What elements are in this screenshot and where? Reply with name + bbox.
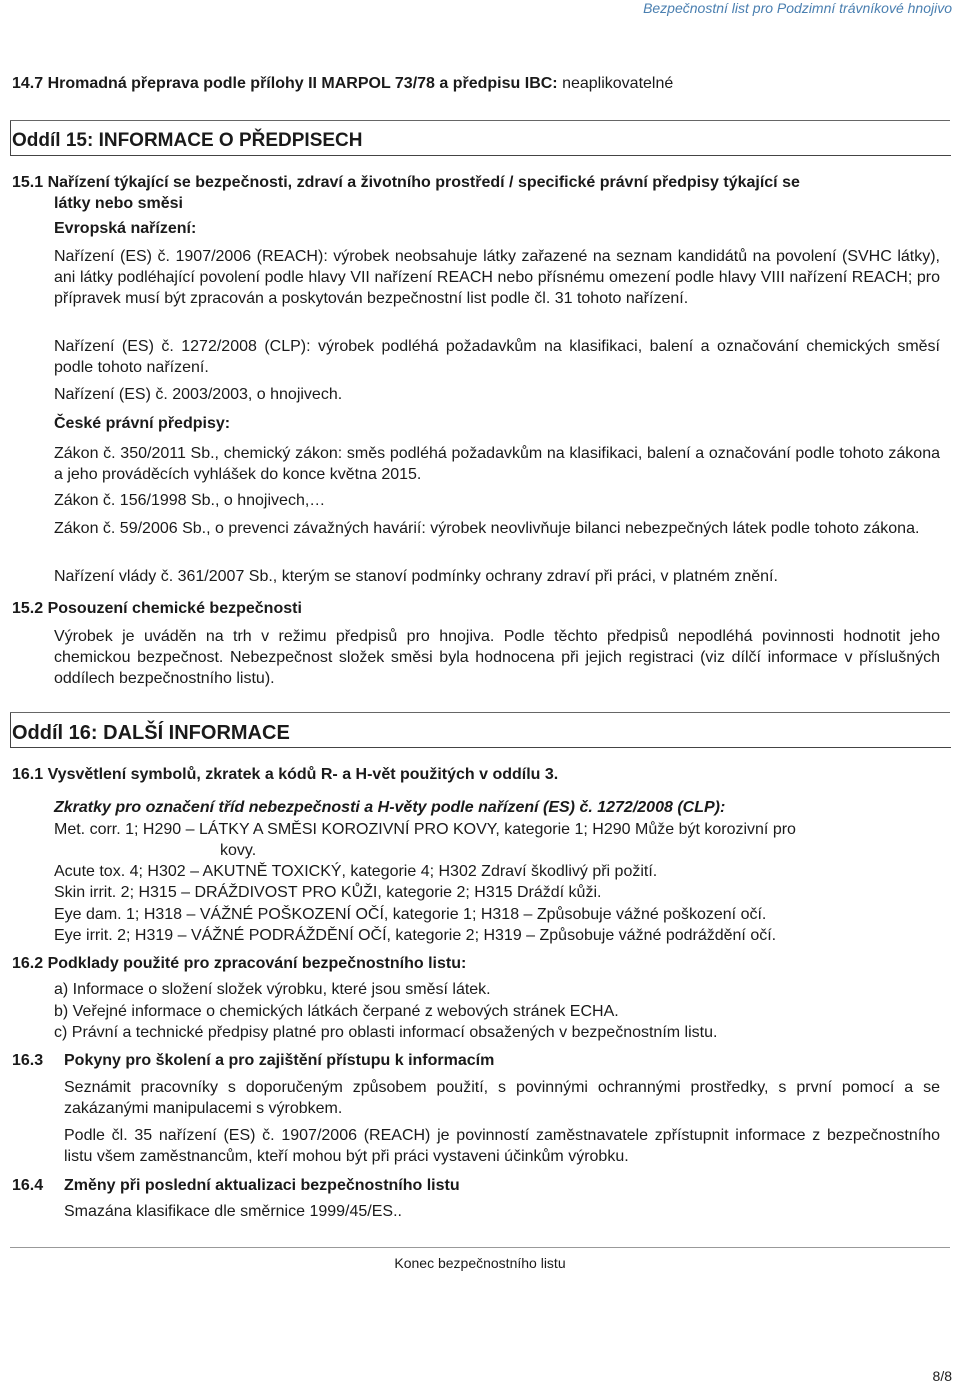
gov-regulation-361-2007: Nařízení vlády č. 361/2007 Sb., kterým se stanoví podmínky ochrany zdraví při práci, v platném znění. <box>54 568 778 585</box>
section-16-4-title: Změny při poslední aktualizaci bezpečnostního listu <box>64 1177 460 1194</box>
clp-paragraph: Nařízení (ES) č. 1272/2008 (CLP): výrobek podléhá požadavkům na klasifikaci, balení a označování chemických směsí podle tohoto nařízení. <box>54 338 940 376</box>
section-16-3-title: Pokyny pro školení a pro zajištění přístupu k informacím <box>64 1052 495 1069</box>
reach-paragraph: Nařízení (ES) č. 1907/2006 (REACH): výrobek neobsahuje látky zařazené na seznam kandidátů na povolení (SVHC látky), ani látky podléhající povolení podle hlavy VII nařízení REACH nebo přísnému omezení podle hlavy VIII nařízení REACH; pro přípravek musí být zpracován a poskytován bezpečnostní list podle čl. 31 tohoto nařízení. <box>54 248 940 307</box>
eu-regulations-heading: Evropská nařízení: <box>54 220 197 237</box>
czech-regulations-heading: České právní předpisy: <box>54 415 231 432</box>
section-15-title: Oddíl 15: INFORMACE O PŘEDPISECH <box>12 130 363 151</box>
section-15-1-title-line2: látky nebo směsi <box>54 195 183 212</box>
section-16-3-number: 16.3 <box>12 1052 44 1069</box>
end-of-sheet-text: Konec bezpečnostního listu <box>394 1255 566 1271</box>
section-16-2-title: 16.2 Podklady použité pro zpracování bezpečnostního listu: <box>12 955 467 972</box>
h290-line1: Met. corr. 1; H290 – LÁTKY A SMĚSI KOROZIVNÍ PRO KOVY, kategorie 1; H290 Může být korozivní pro <box>54 821 796 838</box>
section-16-1-title: 16.1 Vysvětlení symbolů, zkratek a kódů R- a H-vět použitých v oddílu 3. <box>12 766 559 783</box>
section-15-1-title-line1: 15.1 Nařízení týkající se bezpečnosti, zdraví a životního prostředí / specifické právní předpisy týkající se <box>12 174 800 191</box>
source-c: c) Právní a technické předpisy platné pro oblasti informací obsažených v bezpečnostním listu. <box>54 1024 718 1041</box>
fertilizer-regulation: Nařízení (ES) č. 2003/2003, o hnojivech. <box>54 386 343 403</box>
h290-line2: kovy. <box>220 842 257 859</box>
section-15-2-text: Výrobek je uváděn na trh v režimu předpisů pro hnojiva. Podle těchto předpisů nepodléhá povinnosti hodnotit jeho chemickou bezpečnost. Nebezpečnost složek směsi byla hodnocena při jejich registraci (viz dílčí informace v příslušných oddílech bezpečnostního listu). <box>54 628 940 687</box>
source-a: a) Informace o složení složek výrobku, které jsou směsí látek. <box>54 981 491 998</box>
end-divider <box>10 1247 950 1248</box>
section-15-2-title: 15.2 Posouzení chemické bezpečnosti <box>12 600 302 617</box>
section-16-3-para1: Seznámit pracovníky s doporučeným způsobem použití, s povinnými ochrannými prostředky, s první pomocí a se zakázanými manipulacemi s výrobkem. <box>64 1079 940 1117</box>
law-156-1998: Zákon č. 156/1998 Sb., o hnojivech,… <box>54 492 326 509</box>
h315-line: Skin irrit. 2; H315 – DRÁŽDIVOST PRO KŮŽI, kategorie 2; H315 Dráždí kůži. <box>54 884 602 901</box>
running-header: Bezpečnostní list pro Podzimní trávníkové hnojivo <box>643 0 952 16</box>
law-350-2011: Zákon č. 350/2011 Sb., chemický zákon: směs podléhá požadavkům na klasifikaci, balení a označování podle tohoto zákona a jeho prováděcích vyhlášek do konce května 2015. <box>54 445 940 483</box>
section-16-3-para2: Podle čl. 35 nařízení (ES) č. 1907/2006 (REACH) je povinností zaměstnavatele zpřístupnit informace z bezpečnostního listu všem zaměstnancům, kteří mohou být při práci vystaveni účinkům výrobku. <box>64 1127 940 1165</box>
page-number: 8/8 <box>932 1368 952 1384</box>
section-14-7-value: neaplikovatelné <box>557 75 674 92</box>
h319-line: Eye irrit. 2; H319 – VÁŽNÉ PODRÁŽDĚNÍ OČÍ, kategorie 2; H319 – Způsobuje vážné podráždění očí. <box>54 927 777 944</box>
section-16-4-text: Smazána klasifikace dle směrnice 1999/45/ES.. <box>64 1203 402 1220</box>
section-14-7-label: 14.7 Hromadná přeprava podle přílohy II MARPOL 73/78 a předpisu IBC: <box>12 75 558 92</box>
source-b: b) Veřejné informace o chemických látkách čerpané z webových stránek ECHA. <box>54 1003 619 1020</box>
section-14-7 <box>12 73 952 94</box>
abbreviations-heading: Zkratky pro označení tříd nebezpečnosti a H-věty podle nařízení (ES) č. 1272/2008 (CLP): <box>54 799 726 816</box>
h318-line: Eye dam. 1; H318 – VÁŽNÉ POŠKOZENÍ OČÍ, kategorie 1; H318 – Způsobuje vážné poškození očí. <box>54 906 767 923</box>
section-16-4-number: 16.4 <box>12 1177 44 1194</box>
law-59-2006: Zákon č. 59/2006 Sb., o prevenci závažných havárií: výrobek neovlivňuje bilanci nebezpečných látek podle tohoto zákona. <box>54 520 920 537</box>
section-16-title: Oddíl 16: DALŠÍ INFORMACE <box>12 722 290 744</box>
h302-line: Acute tox. 4; H302 – AKUTNĚ TOXICKÝ, kategorie 4; H302 Zdraví škodlivý při požití. <box>54 863 658 880</box>
